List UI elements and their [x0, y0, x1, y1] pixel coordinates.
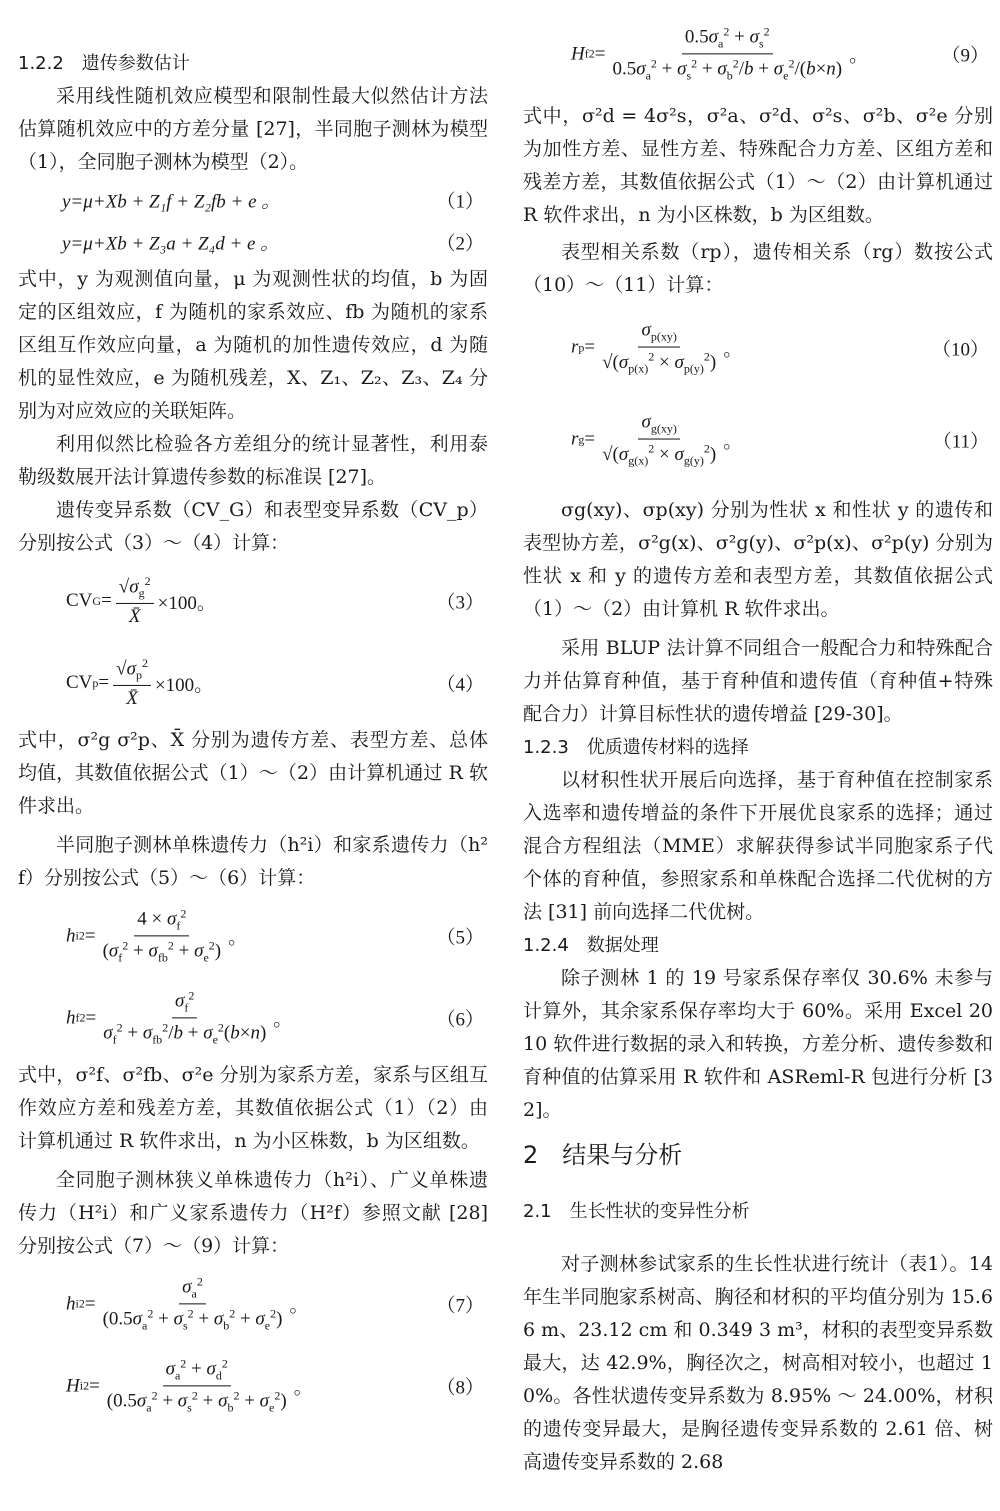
- paragraph: 遗传变异系数（CV_G）和表型变异系数（CV_p）分别按公式（3）～（4）计算：: [18, 499, 488, 554]
- paragraph: 以材积性状开展后向选择，基于育种值在控制家系入选率和遗传增益的条件下开展优良家系的选择；通过混合方程组法（MME）求解获得参试半同胞家系子代个体的育种值，参照家系和单株配合选择二代优树的方法 [31] 前向选择二代优树。: [523, 769, 993, 923]
- equation-1: y=μ+Xb + Z₁f + Z₂fb + e 。 （1）: [62, 191, 484, 213]
- section-2-heading: 2 结果与分析: [523, 1141, 683, 1169]
- paragraph: 采用 BLUP 法计算不同组合一般配合力和特殊配合力并估算育种值，基于育种值和遗传值（育种值+特殊配合力）计算目标性状的遗传增益 [29-30]。: [523, 637, 993, 725]
- section-2-1-heading: 2.1 生长性状的变异性分析: [523, 1201, 750, 1222]
- equation-3: CV G = $\frac{√\sigma_g^2}{X̄}$ ×100。 （3）: [66, 573, 484, 628]
- section-1-2-3-heading: 1.2.3 优质遗传材料的选择: [523, 737, 749, 758]
- equation-6: h f 2 = $\frac{\sigma_f^2}{\sigma_f^2 + \sigma_{fb}^2/b + \sigma_e^2(b\times n)}$ 。 （6）: [66, 988, 484, 1047]
- equation-9: H f 2 = $\frac{0.5\sigma_a^2 + \sigma_s^2}{0.5\sigma_a^2 + \sigma_s^2 + \sigma_b^2/b + \sigma_e^2/(b\times n)}$ 。 （9）: [571, 24, 989, 83]
- equation-4: CV p = $\frac{√\sigma_p^2}{X̄}$ ×100。 （4）: [66, 655, 484, 710]
- left-column: [18, 0, 488, 1511]
- equation-10: r p = $\frac{\sigma_{p(xy)}}{√(\sigma_{p(x)}^2 \times \sigma_{p(y)}^2)}$ 。 （10）: [571, 319, 989, 376]
- equation-7: h i 2 = $\frac{\sigma_a^2}{(0.5\sigma_a^2 + \sigma_s^2 + \sigma_b^2 + \sigma_e^2)}$ 。 （7）: [66, 1274, 484, 1333]
- equation-8: H i 2 = $\frac{\sigma_a^2 + \sigma_d^2}{(0.5\sigma_a^2 + \sigma_s^2 + \sigma_b^2 + \sigma_e^2)}$ 。 （8）: [66, 1356, 484, 1415]
- paragraph: 半同胞子测林单株遗传力（h²i）和家系遗传力（h²f）分别按公式（5）～（6）计算：: [18, 834, 488, 889]
- paragraph: σg(xy)、σp(xy) 分别为性状 x 和性状 y 的遗传和表型协方差，σ²g(x)、σ²g(y)、σ²p(x)、σ²p(y) 分别为性状 x 和 y 的遗传方差和表型方差，其数值依据公式（1）～（2）由计算机 R 软件求出。: [523, 499, 993, 620]
- paragraph: 全同胞子测林狭义单株遗传力（h²i）、广义单株遗传力（H²i）和广义家系遗传力（H²f）参照文献 [28] 分别按公式（7）～（9）计算：: [18, 1169, 488, 1257]
- paragraph: 除子测林 1 的 19 号家系保存率仅 30.6% 未参与计算外，其余家系保存率均大于 60%。采用 Excel 2010 软件进行数据的录入和转换，方差分析、遗传参数和育种值的估算采用 R 软件和 ASReml-R 包进行分析 [32]。: [523, 967, 993, 1121]
- paragraph: 利用似然比检验各方差组分的统计显著性，利用泰勒级数展开法计算遗传参数的标准误 [27]。: [18, 433, 488, 488]
- equation-11: r g = $\frac{\sigma_{g(xy)}}{√(\sigma_{g(x)}^2 \times \sigma_{g(y)}^2)}$ 。 （11）: [571, 411, 989, 468]
- equation-5: h i 2 = $\frac{4 \times \sigma_f^2}{(\sigma_f^2 + \sigma_{fb}^2 + \sigma_e^2)}$ 。 （5）: [66, 906, 484, 965]
- paragraph: 式中，y 为观测值向量，μ 为观测性状的均值，b 为固定的区组效应，f 为随机的家系效应、fb 为随机的家系区组互作效应向量，a 为随机的加性遗传效应，d 为随机的显性效应，e 为随机残差，X、Z₁、Z₂、Z₃、Z₄ 分别为对应效应的关联矩阵。: [18, 268, 488, 422]
- paragraph: 式中，σ²g σ²p、X̄ 分别为遗传方差、表型方差、总体均值，其数值依据公式（1）～（2）由计算机通过 R 软件求出。: [18, 729, 488, 817]
- paragraph: 对子测林参试家系的生长性状进行统计（表1）。14 年生半同胞家系树高、胸径和材积的平均值分别为 15.66 m、23.12 cm 和 0.349 3 m³，材积的表型变异系数最大，达 42.9%，胸径次之，树高相对较小，也超过 10%。各性状遗传变异系数为 8.95% ～ 24.00%，材积的遗传变异最大，是胸径遗传变异系数的 2.61 倍、树高遗传变异系数的 2.68: [523, 1253, 993, 1473]
- equation-2: y=μ+Xb + Z₃a + Z₄d + e 。 （2）: [62, 233, 484, 255]
- paragraph: 采用线性随机效应模型和限制性最大似然估计方法估算随机效应中的方差分量 [27]，半同胞子测林为模型（1），全同胞子测林为模型（2）。: [18, 85, 488, 173]
- section-1-2-2-heading: 1.2.2 遗传参数估计: [18, 53, 190, 74]
- paragraph: 式中，σ²f、σ²fb、σ²e 分别为家系方差，家系与区组互作效应方差和残差方差，其数值依据公式（1）（2）由计算机通过 R 软件求出，n 为小区株数，b 为区组数。: [18, 1064, 488, 1152]
- paragraph: 表型相关系数（rp），遗传相关系（rg）数按公式（10）～（11）计算：: [523, 241, 993, 296]
- section-1-2-4-heading: 1.2.4 数据处理: [523, 935, 659, 956]
- right-column: [523, 0, 993, 1511]
- paragraph: 式中，σ²d = 4σ²s，σ²a、σ²d、σ²s、σ²b、σ²e 分别为加性方差、显性方差、特殊配合力方差、区组方差和残差方差，其数值依据公式（1）～（2）由计算机通过 R 软件求出，n 为小区株数，b 为区组数。: [523, 105, 993, 226]
